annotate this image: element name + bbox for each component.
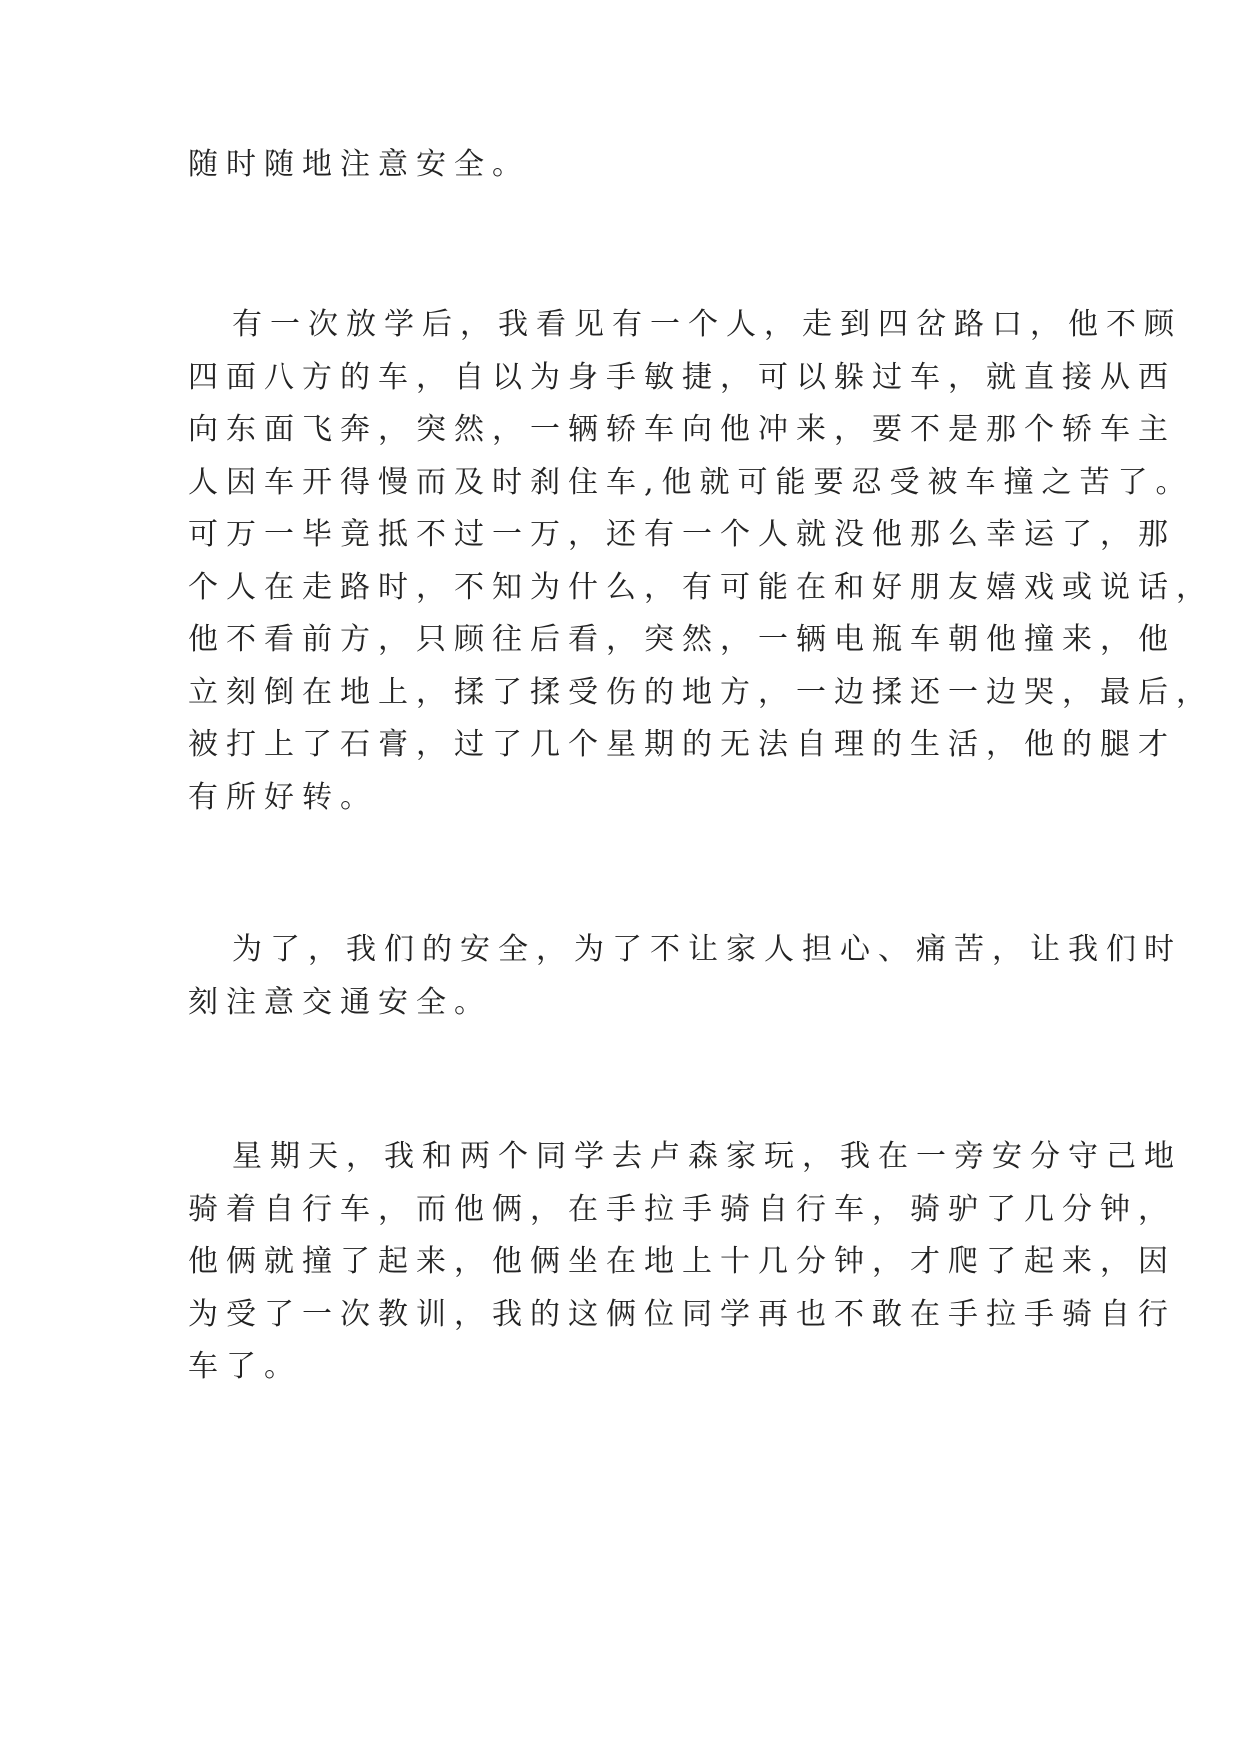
paragraph-2-line-1: 有一次放学后，我看见有一个人，走到四岔路口，他不顾 — [232, 307, 1182, 342]
paragraph-4-line-2: 骑着自行车，而他俩，在手拉手骑自行车，骑驴了几分钟， — [188, 1192, 1176, 1227]
paragraph-2-line-4: 人因车开得慢而及时刹住车,他就可能要忍受被车撞之苦了。 — [188, 465, 1194, 500]
paragraph-2-line-2: 四面八方的车，自以为身手敏捷，可以躲过车，就直接从西 — [188, 360, 1176, 395]
paragraph-2-line-3: 向东面飞奔，突然，一辆轿车向他冲来，要不是那个轿车主 — [188, 412, 1176, 447]
paragraph-4-line-5: 车了。 — [188, 1349, 302, 1384]
paragraph-2-line-7: 他不看前方，只顾往后看，突然，一辆电瓶车朝他撞来，他 — [188, 622, 1176, 657]
paragraph-1-line-1: 随时随地注意安全。 — [188, 147, 530, 182]
paragraph-4-line-4: 为受了一次教训，我的这俩位同学再也不敢在手拉手骑自行 — [188, 1297, 1176, 1332]
paragraph-2-line-10: 有所好转。 — [188, 780, 378, 815]
paragraph-4-line-3: 他俩就撞了起来，他俩坐在地上十几分钟，才爬了起来，因 — [188, 1244, 1176, 1279]
paragraph-4-line-1: 星期天，我和两个同学去卢森家玩，我在一旁安分守己地 — [232, 1139, 1182, 1174]
paragraph-2-line-6: 个人在走路时，不知为什么，有可能在和好朋友嬉戏或说话， — [188, 570, 1214, 605]
paragraph-3-line-1: 为了，我们的安全，为了不让家人担心、痛苦，让我们时 — [232, 932, 1182, 967]
paragraph-2-line-9: 被打上了石膏，过了几个星期的无法自理的生活，他的腿才 — [188, 727, 1176, 762]
paragraph-3-line-2: 刻注意交通安全。 — [188, 985, 492, 1020]
paragraph-2-line-8: 立刻倒在地上，揉了揉受伤的地方，一边揉还一边哭，最后， — [188, 675, 1214, 710]
paragraph-2-line-5: 可万一毕竟抵不过一万，还有一个人就没他那么幸运了，那 — [188, 517, 1176, 552]
